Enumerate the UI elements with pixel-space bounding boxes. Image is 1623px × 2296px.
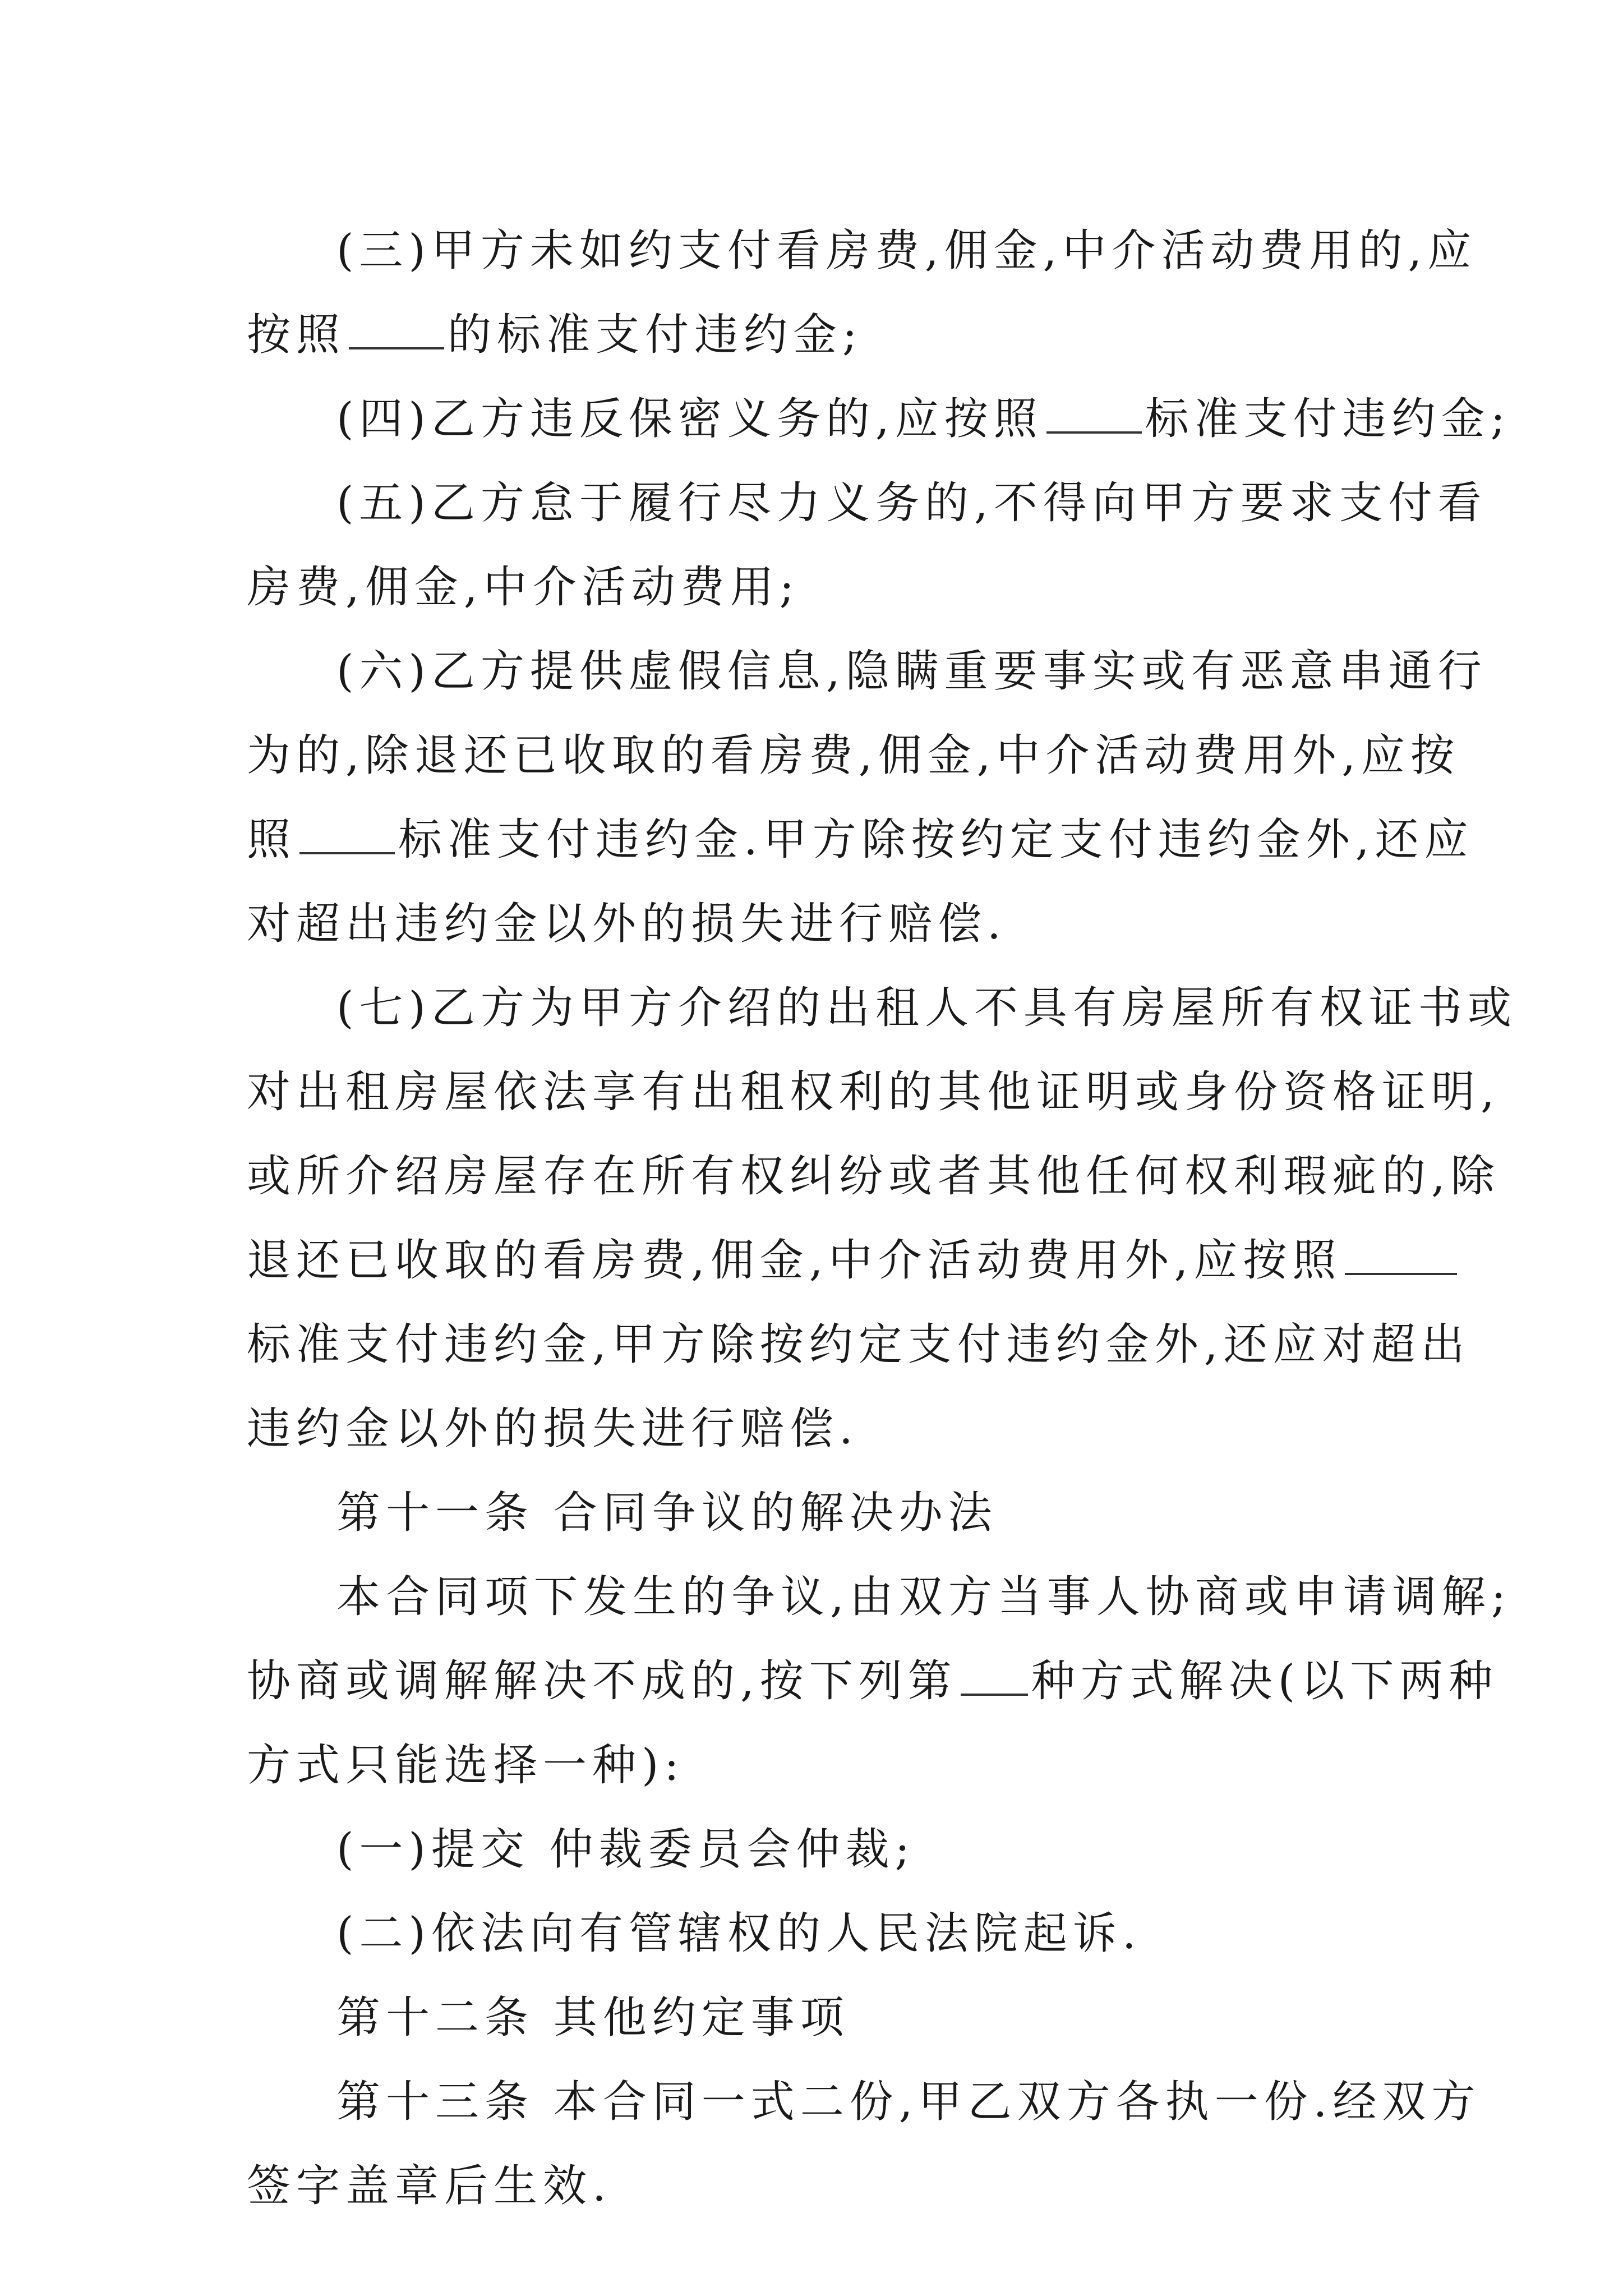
clause-5-line-2: 房费,佣金,中介活动费用; [247,562,800,613]
fill-blank [961,1654,1028,1696]
clause-5-line-1: (五)乙方怠于履行尽力义务的,不得向甲方要求支付看 [336,478,1487,528]
fill-blank [1046,392,1142,434]
clause-4-line-1: (四)乙方违反保密义务的,应按照 标准支付违约金; [247,377,1380,461]
article-12-heading: 第十二条 其他约定事项 [336,1993,850,2043]
option-2: (二)依法向有管辖权的人民法院起诉. [336,1908,1142,1959]
clause-7-line-2: 对出租房屋依法享有出租权利的其他证明或身份资格证明, [247,1067,1500,1117]
clause-6-line-4: 对超出违约金以外的损失进行赔偿. [247,899,1007,949]
fill-blank [299,813,395,854]
clause-7-line-1: (七)乙方为甲方介绍的出租人不具有房屋所有权证书或 [336,983,1517,1033]
article-11-line-2: 协商或调解解决不成的,按下列第 种方式解决(以下两种 [247,1639,1380,1723]
contract-body [247,209,1517,2228]
clause-7-line-4: 退还已收取的看房费,佣金,中介活动费用外,应按照 [247,1218,1380,1303]
article-11-line-3: 方式只能选择一种): [247,1740,685,1791]
article-11-line-1: 本合同项下发生的争议,由双方当事人协商或申请调解; [336,1572,1512,1622]
clause-3-line-2: 按照 的标准支付违约金; [247,293,1380,377]
article-13-line-2: 签字盖章后生效. [247,2161,612,2211]
clause-7-line-6: 违约金以外的损失进行赔偿. [247,1404,859,1454]
clause-6-line-2: 为的,除退还已收取的看房费,佣金,中介活动费用外,应按 [247,730,1460,781]
clause-7-line-3: 或所介绍房屋存在所有权纠纷或者其他任何权利瑕疵的,除 [247,1151,1500,1202]
option-1: (一)提交 仲裁委员会仲裁; [336,1824,915,1875]
fill-blank [1345,1234,1457,1275]
clause-3-line-1: (三)甲方未如约支付看房费,佣金,中介活动费用的,应 [336,226,1477,276]
clause-6-line-3: 照 标准支付违约金.甲方除按约定支付违约金外,还应 [247,798,1380,882]
clause-6-line-1: (六)乙方提供虚假信息,隐瞒重要事实或有恶意串通行 [336,646,1487,697]
article-13-line-1: 第十三条 本合同一式二份,甲乙双方各执一份.经双方 [336,2077,1481,2127]
fill-blank [349,308,444,349]
clause-7-line-5: 标准支付违约金,甲方除按约定支付违约金外,还应对超出 [247,1319,1470,1370]
article-11-heading: 第十一条 合同争议的解决办法 [336,1488,998,1538]
